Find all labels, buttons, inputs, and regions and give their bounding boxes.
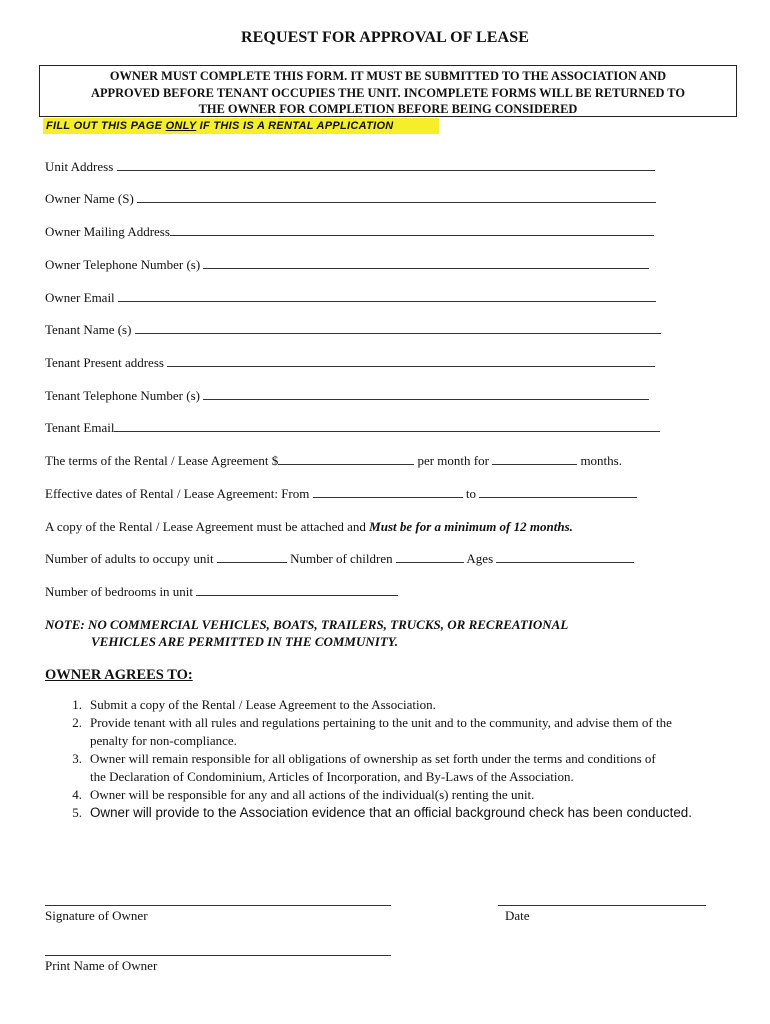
adults-label: Number of adults to occupy unit bbox=[45, 551, 217, 566]
banner-emphasis: ONLY bbox=[165, 120, 197, 132]
bedrooms-row bbox=[45, 584, 398, 600]
owner-email-input[interactable] bbox=[118, 290, 656, 302]
print-name-label: Print Name of Owner bbox=[45, 958, 158, 973]
tenant-email-row bbox=[45, 420, 660, 436]
owner-name-label: Owner Name (S) bbox=[45, 191, 134, 206]
owner-email-label: Owner Email bbox=[45, 290, 115, 305]
occupants-row bbox=[45, 551, 634, 567]
agreement-item bbox=[45, 696, 765, 714]
lease-copy-text: A copy of the Rental / Lease Agreement must be attached and bbox=[45, 519, 370, 534]
agreement-number: 3. bbox=[72, 751, 82, 766]
bedrooms-label: Number of bedrooms in unit bbox=[45, 584, 197, 599]
owner-telephone-input[interactable] bbox=[203, 257, 649, 269]
owner-mailing-label: Owner Mailing Address bbox=[45, 224, 170, 239]
instruction-line-1: OWNER MUST COMPLETE THIS FORM. IT MUST BE SUBMITTED TO THE ASSOCIATION AND bbox=[109, 69, 667, 83]
agreement-number: 4. bbox=[72, 787, 82, 802]
tenant-name-row bbox=[45, 322, 661, 338]
banner-text-start: FILL OUT THIS PAGE bbox=[46, 120, 166, 132]
tenant-telephone-row bbox=[45, 388, 649, 404]
agreement-number: 1. bbox=[72, 697, 82, 712]
lease-terms-row bbox=[45, 453, 622, 469]
agreement-item bbox=[45, 786, 765, 804]
owner-signature-line[interactable] bbox=[45, 905, 391, 906]
lease-months-input[interactable] bbox=[492, 453, 577, 465]
owner-telephone-row bbox=[45, 257, 649, 273]
effective-to-input[interactable] bbox=[479, 486, 637, 498]
owner-name-input[interactable] bbox=[137, 191, 656, 203]
unit-address-row bbox=[45, 159, 655, 175]
adults-input[interactable] bbox=[217, 551, 287, 563]
children-label: Number of children bbox=[286, 551, 396, 566]
agreement-item bbox=[45, 804, 765, 822]
tenant-address-row bbox=[45, 355, 655, 371]
tenant-telephone-label: Tenant Telephone Number (s) bbox=[45, 388, 200, 403]
agreement-text: Provide tenant with all rules and regulations pertaining to the unit and to the community, and advise them of the penalty for non-compliance. bbox=[90, 715, 672, 748]
lease-copy-row bbox=[45, 519, 573, 535]
instruction-box bbox=[39, 65, 737, 117]
vehicle-note-line-1: NOTE: NO COMMERCIAL VEHICLES, BOATS, TRAILERS, TRUCKS, OR RECREATIONAL bbox=[45, 617, 569, 632]
children-input[interactable] bbox=[396, 551, 464, 563]
monthly-rent-input[interactable] bbox=[278, 453, 414, 465]
owner-email-row bbox=[45, 290, 656, 306]
owner-agrees-heading: OWNER AGREES TO: bbox=[45, 667, 193, 683]
effective-from-input[interactable] bbox=[313, 486, 463, 498]
instruction-line-3: THE OWNER FOR COMPLETION BEFORE BEING CONSIDERED bbox=[198, 102, 578, 116]
tenant-telephone-input[interactable] bbox=[203, 388, 649, 400]
date-label: Date bbox=[505, 908, 530, 923]
rental-only-banner bbox=[43, 118, 439, 134]
instruction-line-2: APPROVED BEFORE TENANT OCCUPIES THE UNIT. INCOMPLETE FORMS WILL BE RETURNED TO bbox=[91, 85, 685, 100]
agreement-list bbox=[45, 696, 765, 822]
tenant-address-label: Tenant Present address bbox=[45, 355, 164, 370]
tenant-email-label: Tenant Email bbox=[45, 420, 115, 435]
unit-address-input[interactable] bbox=[117, 159, 655, 171]
agreement-item bbox=[45, 714, 765, 750]
owner-name-row bbox=[45, 191, 656, 207]
bedrooms-input[interactable] bbox=[196, 584, 398, 596]
owner-signature-label: Signature of Owner bbox=[45, 908, 148, 923]
effective-to-label: to bbox=[462, 486, 480, 501]
tenant-email-input[interactable] bbox=[114, 420, 660, 432]
owner-telephone-label: Owner Telephone Number (s) bbox=[45, 257, 201, 272]
tenant-name-label: Tenant Name (s) bbox=[45, 322, 132, 337]
form-title: REQUEST FOR APPROVAL OF LEASE bbox=[240, 29, 529, 46]
agreement-text: Owner will be responsible for any and all actions of the individual(s) renting the unit. bbox=[90, 787, 535, 802]
ages-label: Ages bbox=[463, 551, 497, 566]
agreement-item bbox=[45, 750, 765, 786]
vehicle-note-line-2: VEHICLES ARE PERMITTED IN THE COMMUNITY. bbox=[91, 634, 398, 649]
agreement-text: Owner will remain responsible for all obligations of ownership as set forth under the terms and conditions of the Declaration of Condominium, Articles of Incorporation, and By-Laws of the Association. bbox=[90, 751, 656, 784]
months-label: months. bbox=[577, 453, 622, 468]
effective-dates-row bbox=[45, 486, 637, 502]
tenant-name-input[interactable] bbox=[135, 322, 661, 334]
ages-input[interactable] bbox=[496, 551, 634, 563]
lease-terms-label: The terms of the Rental / Lease Agreement $ bbox=[45, 453, 279, 468]
unit-address-label: Unit Address bbox=[45, 159, 114, 174]
agreement-text: Submit a copy of the Rental / Lease Agreement to the Association. bbox=[90, 697, 436, 712]
per-month-label: per month for bbox=[414, 453, 493, 468]
owner-mailing-input[interactable] bbox=[170, 224, 654, 236]
date-line[interactable] bbox=[498, 905, 706, 906]
agreement-number: 2. bbox=[72, 715, 82, 730]
vehicle-note bbox=[45, 616, 568, 650]
banner-text-end: IF THIS IS A RENTAL APPLICATION bbox=[196, 120, 394, 132]
agreement-text: Owner will provide to the Association evidence that an official background check has been conducted. bbox=[90, 805, 692, 820]
agreement-number: 5. bbox=[72, 805, 82, 820]
owner-mailing-row bbox=[45, 224, 654, 240]
print-name-line[interactable] bbox=[45, 955, 391, 956]
effective-from-label: Effective dates of Rental / Lease Agreement: From bbox=[45, 486, 313, 501]
minimum-term-emphasis: Must be for a minimum of 12 months. bbox=[369, 519, 573, 534]
tenant-address-input[interactable] bbox=[167, 355, 655, 367]
